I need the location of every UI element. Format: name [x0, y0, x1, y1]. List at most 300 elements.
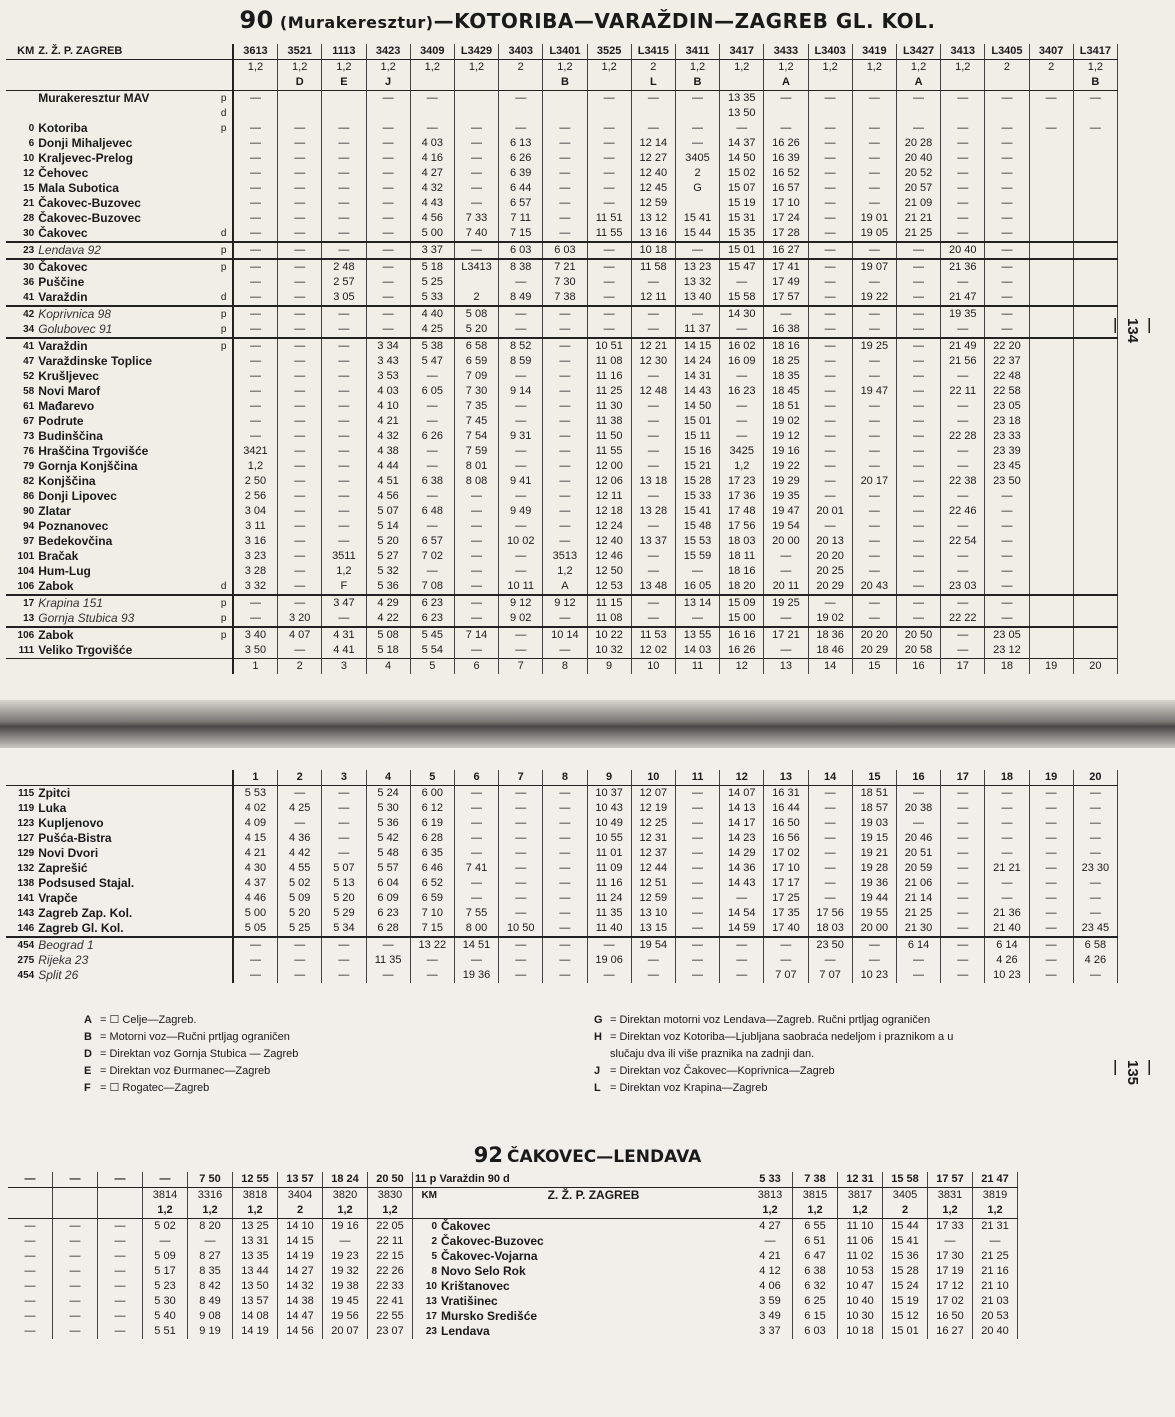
time-cell: — — [808, 429, 852, 444]
train-class: 1,2 — [454, 60, 498, 76]
time-cell: 7 38 — [543, 290, 587, 306]
arr-dep-marker — [215, 921, 232, 937]
time-cell: — — [896, 611, 940, 627]
time-cell: — — [587, 259, 631, 275]
time-cell: — — [896, 579, 940, 595]
time-cell: — — [233, 121, 278, 136]
time-cell: — — [233, 290, 278, 306]
time-cell — [543, 91, 587, 107]
arr-dep-marker — [215, 564, 232, 579]
time-cell — [1073, 106, 1117, 121]
time-cell: 13 14 — [675, 595, 719, 611]
time-cell: — — [278, 226, 322, 242]
legend-text: = Direktan voz Đurmanec—Zagreb — [100, 1065, 271, 1077]
train-number: 3407 — [1029, 44, 1073, 60]
arr-dep-marker — [215, 891, 232, 906]
time-cell: — — [720, 968, 764, 983]
time-cell: — — [808, 953, 852, 968]
time-cell: 22 11 — [941, 384, 985, 399]
station-name: Čakovec-Vojarna — [441, 1249, 538, 1263]
time-cell — [1073, 549, 1117, 564]
arr-dep-marker — [215, 211, 232, 226]
time-cell: — — [1029, 861, 1073, 876]
time-cell: — — [587, 91, 631, 107]
time-cell: 5 25 — [278, 921, 322, 937]
time-cell: — — [587, 290, 631, 306]
time-cell: 11 16 — [587, 876, 631, 891]
time-cell: 22 48 — [985, 369, 1029, 384]
time-cell: — — [143, 1172, 188, 1188]
time-cell: — — [808, 91, 852, 107]
time-cell — [1029, 290, 1073, 306]
time-cell: — — [278, 369, 322, 384]
dash: — — [8, 1294, 53, 1309]
time-cell: 15 09 — [720, 595, 764, 611]
blank — [6, 659, 36, 675]
dash: — — [53, 1234, 98, 1249]
time-cell: 3 32 — [233, 579, 278, 595]
time-cell: 5 00 — [410, 226, 454, 242]
time-cell: 12 25 — [631, 816, 675, 831]
time-cell: — — [322, 504, 366, 519]
time-cell: 19 22 — [852, 290, 896, 306]
train-class: 1,2 — [973, 1203, 1018, 1219]
time-cell: 23 18 — [985, 414, 1029, 429]
table-row — [6, 354, 1118, 369]
time-cell: — — [808, 459, 852, 474]
column-number: 16 — [896, 659, 940, 675]
time-cell: — — [675, 786, 719, 802]
train-number: 3417 — [720, 44, 764, 60]
time-cell: 15 12 — [883, 1309, 928, 1324]
train-class: 1,2 — [368, 1203, 413, 1219]
time-cell: — — [543, 196, 587, 211]
time-cell: 15 35 — [720, 226, 764, 242]
time-cell: — — [499, 627, 543, 643]
station-name: Krapina 151 — [36, 595, 215, 611]
time-cell: 20 38 — [896, 801, 940, 816]
time-cell: — — [543, 876, 587, 891]
header-train-numbers — [6, 44, 1118, 60]
time-cell: — — [322, 489, 366, 504]
time-cell: 19 06 — [587, 953, 631, 968]
time-cell: — — [896, 322, 940, 338]
time-cell: — — [410, 519, 454, 534]
time-cell: — — [896, 549, 940, 564]
time-cell: 14 50 — [675, 399, 719, 414]
km-value: 454 — [6, 937, 36, 953]
time-cell: — — [631, 549, 675, 564]
time-cell: — — [543, 801, 587, 816]
arr-dep-marker — [215, 196, 232, 211]
table-row — [6, 489, 1118, 504]
time-cell: 16 50 — [764, 816, 808, 831]
time-cell — [1073, 643, 1117, 659]
time-cell: — — [764, 611, 808, 627]
time-cell: — — [748, 1234, 793, 1249]
dash: — — [8, 1264, 53, 1279]
time-cell: 20 57 — [896, 181, 940, 196]
time-cell: — — [278, 211, 322, 226]
km-value — [6, 91, 36, 107]
time-cell: — — [896, 121, 940, 136]
time-cell: 8 08 — [454, 474, 498, 489]
km-value: 0 — [28, 123, 35, 134]
time-cell: 19 35 — [941, 306, 985, 322]
time-cell: — — [233, 226, 278, 242]
time-cell: — — [1029, 876, 1073, 891]
time-cell — [1073, 519, 1117, 534]
time-cell: 17 48 — [720, 504, 764, 519]
train-note — [499, 75, 543, 91]
table-row — [8, 1309, 1018, 1324]
time-cell: — — [278, 121, 322, 136]
time-cell: — — [852, 429, 896, 444]
arr-dep-marker: d — [215, 106, 232, 121]
time-cell: — — [852, 549, 896, 564]
time-cell: 15 48 — [675, 519, 719, 534]
time-cell: — — [322, 354, 366, 369]
time-cell: — — [499, 937, 543, 953]
time-cell: 6 46 — [410, 861, 454, 876]
legend-entry — [594, 1046, 1134, 1063]
time-cell: — — [587, 322, 631, 338]
time-cell: — — [720, 414, 764, 429]
time-cell: — — [631, 611, 675, 627]
train-note: D — [278, 75, 322, 91]
table-row — [6, 474, 1118, 489]
time-cell: 14 31 — [675, 369, 719, 384]
time-cell: 17 49 — [764, 275, 808, 290]
time-cell: — — [1029, 921, 1073, 937]
time-cell: — — [233, 384, 278, 399]
time-cell: 5 34 — [322, 921, 366, 937]
table-row — [6, 459, 1118, 474]
time-cell — [1073, 275, 1117, 290]
time-cell: 14 32 — [278, 1279, 323, 1294]
time-cell: 6 59 — [454, 354, 498, 369]
time-cell: 22 37 — [985, 354, 1029, 369]
time-cell: — — [941, 151, 985, 166]
operator-header: Z. Ž. P. ZAGREB — [547, 1188, 640, 1202]
time-cell: 20 13 — [808, 534, 852, 549]
table-row — [6, 519, 1118, 534]
time-cell: 6 14 — [896, 937, 940, 953]
time-cell: — — [587, 151, 631, 166]
time-cell: — — [896, 91, 940, 107]
time-cell: 14 17 — [720, 816, 764, 831]
time-cell: 18 16 — [720, 564, 764, 579]
train-class: 1,2 — [410, 60, 454, 76]
time-cell: — — [322, 414, 366, 429]
time-cell: — — [410, 968, 454, 983]
km-value: 23 — [425, 1326, 437, 1337]
time-cell: — — [587, 275, 631, 290]
time-cell: — — [233, 242, 278, 259]
time-cell: — — [543, 519, 587, 534]
train-number: 3405 — [883, 1188, 928, 1204]
time-cell: 20 53 — [973, 1309, 1018, 1324]
time-cell: 17 21 — [764, 627, 808, 643]
time-cell: 14 19 — [278, 1249, 323, 1264]
time-cell: — — [985, 136, 1029, 151]
time-cell: 13 48 — [631, 579, 675, 595]
time-cell: 10 32 — [587, 643, 631, 659]
time-cell: — — [1073, 846, 1117, 861]
arr-dep-marker — [215, 519, 232, 534]
time-cell: — — [928, 1234, 973, 1249]
time-cell: 15 28 — [883, 1264, 928, 1279]
station-name: Zagreb Gl. Kol. — [38, 921, 124, 935]
time-cell: — — [896, 429, 940, 444]
table-row — [6, 801, 1118, 816]
time-cell: 16 39 — [764, 151, 808, 166]
time-cell: 21 21 — [896, 211, 940, 226]
train-class: 1,2 — [720, 60, 764, 76]
train-class: 1,2 — [323, 1203, 368, 1219]
time-cell: — — [233, 937, 278, 953]
time-cell: — — [985, 786, 1029, 802]
time-cell: 20 28 — [896, 136, 940, 151]
time-cell: 5 57 — [366, 861, 410, 876]
time-cell: 17 17 — [764, 876, 808, 891]
time-cell: — — [896, 275, 940, 290]
time-cell: 2 — [675, 166, 719, 181]
time-cell: 6 23 — [366, 906, 410, 921]
time-cell: 12 11 — [587, 489, 631, 504]
time-cell: 17 35 — [764, 906, 808, 921]
time-cell: — — [322, 384, 366, 399]
time-cell: 14 03 — [675, 643, 719, 659]
time-cell: — — [454, 196, 498, 211]
time-cell: 20 00 — [852, 921, 896, 937]
time-cell: 14 24 — [675, 354, 719, 369]
km-value: 47 — [23, 356, 35, 367]
station-name: Čehovec — [38, 166, 89, 180]
time-cell: 5 08 — [366, 627, 410, 643]
time-cell: 16 31 — [764, 786, 808, 802]
station-name: Varaždinske Toplice — [38, 354, 153, 368]
time-cell: 19 47 — [764, 504, 808, 519]
time-cell: — — [366, 242, 410, 259]
legend-text: = Direktan voz Krapina—Zagreb — [610, 1082, 768, 1094]
time-cell: — — [896, 504, 940, 519]
time-cell: 8 27 — [188, 1249, 233, 1264]
time-cell: — — [543, 968, 587, 983]
time-cell: 3421 — [233, 444, 278, 459]
time-cell: 6 26 — [410, 429, 454, 444]
time-cell: 13 44 — [233, 1264, 278, 1279]
train-number: 3819 — [973, 1188, 1018, 1204]
time-cell: 19 45 — [323, 1294, 368, 1309]
time-cell: 13 22 — [410, 937, 454, 953]
time-cell: — — [896, 242, 940, 259]
time-cell: 11 30 — [587, 399, 631, 414]
time-cell: — — [366, 121, 410, 136]
time-cell: 11 55 — [587, 444, 631, 459]
time-cell: 18 11 — [720, 549, 764, 564]
time-cell: 6 59 — [410, 891, 454, 906]
time-cell: — — [1073, 891, 1117, 906]
table-row — [6, 579, 1118, 595]
table-row — [6, 181, 1118, 196]
time-cell: — — [543, 211, 587, 226]
column-number: 17 — [941, 770, 985, 786]
time-cell: — — [454, 242, 498, 259]
km-value: 97 — [23, 536, 35, 547]
time-cell: 12 02 — [631, 643, 675, 659]
time-cell: — — [278, 595, 322, 611]
time-cell: 10 22 — [587, 627, 631, 643]
time-cell: — — [808, 816, 852, 831]
km-value: 41 — [6, 338, 36, 354]
time-cell: 21 56 — [941, 354, 985, 369]
station-name: Kupljenovo — [38, 816, 104, 830]
time-cell: — — [499, 414, 543, 429]
time-cell: — — [587, 181, 631, 196]
km-value: 86 — [23, 491, 35, 502]
time-cell: — — [323, 1234, 368, 1249]
time-cell: — — [631, 489, 675, 504]
time-cell: 12 50 — [587, 564, 631, 579]
time-cell: 19 56 — [323, 1309, 368, 1324]
train-number: L3403 — [808, 44, 852, 60]
time-cell: 5 09 — [278, 891, 322, 906]
time-cell: 13 25 — [233, 1219, 278, 1235]
time-cell: 6 55 — [793, 1219, 838, 1235]
time-cell — [675, 106, 719, 121]
arr-dep-marker: p — [215, 121, 232, 136]
time-cell: 5 08 — [454, 306, 498, 322]
train-note: A — [764, 75, 808, 91]
time-cell: 10 47 — [838, 1279, 883, 1294]
time-cell: 11 24 — [587, 891, 631, 906]
time-cell: 8 00 — [454, 921, 498, 937]
train-number: 3831 — [928, 1188, 973, 1204]
time-cell: — — [278, 259, 322, 275]
time-cell: 3 34 — [366, 338, 410, 354]
time-cell: — — [941, 121, 985, 136]
blank — [98, 1203, 143, 1219]
time-cell: — — [278, 399, 322, 414]
time-cell: — — [543, 181, 587, 196]
time-cell: 6 00 — [410, 786, 454, 802]
km-value: 30 — [6, 259, 36, 275]
time-cell — [410, 106, 454, 121]
time-cell: 19 29 — [764, 474, 808, 489]
dash: — — [53, 1249, 98, 1264]
time-cell: — — [499, 968, 543, 983]
time-cell: 8 52 — [499, 338, 543, 354]
time-cell: — — [896, 519, 940, 534]
time-cell: 14 08 — [233, 1309, 278, 1324]
time-cell: 15 11 — [675, 429, 719, 444]
time-cell: — — [985, 534, 1029, 549]
legend-entry — [84, 1080, 298, 1097]
km-value: 13 — [425, 1296, 437, 1307]
time-cell: — — [499, 643, 543, 659]
km-value: 58 — [23, 386, 35, 397]
arr-dep-marker: d — [215, 290, 232, 306]
time-cell — [322, 91, 366, 107]
train-class: 1,2 — [1073, 60, 1117, 76]
legend-text: = Direktan voz Gornja Stubica — Zagreb — [100, 1048, 299, 1060]
train-class: 1,2 — [764, 60, 808, 76]
arr-dep-marker: p — [215, 322, 232, 338]
blank — [439, 1203, 748, 1219]
time-cell: 14 30 — [720, 306, 764, 322]
time-cell: 4 51 — [366, 474, 410, 489]
time-cell: — — [278, 290, 322, 306]
time-cell: 17 02 — [928, 1294, 973, 1309]
column-number: 12 — [720, 770, 764, 786]
time-cell: — — [499, 876, 543, 891]
time-cell: 23 03 — [941, 579, 985, 595]
time-cell: 18 46 — [808, 643, 852, 659]
time-cell: — — [543, 226, 587, 242]
train-class: 1,2 — [941, 60, 985, 76]
km-value: 61 — [23, 401, 35, 412]
time-cell: — — [233, 399, 278, 414]
time-cell: — — [543, 306, 587, 322]
time-cell: — — [941, 444, 985, 459]
time-cell: — — [808, 306, 852, 322]
time-cell — [1029, 564, 1073, 579]
time-cell: — — [278, 504, 322, 519]
time-cell: — — [896, 414, 940, 429]
time-cell: 4 41 — [322, 643, 366, 659]
timetable-90-title: 90 (Murakeresztur)—KOTORIBA—VARAŽDIN—ZAGREB GL. KOL. — [239, 6, 936, 34]
time-cell: 11 25 — [587, 384, 631, 399]
time-cell: — — [1073, 831, 1117, 846]
time-cell: — — [410, 369, 454, 384]
time-cell: — — [53, 1172, 98, 1188]
km-value: 123 — [17, 818, 35, 829]
time-cell: — — [985, 151, 1029, 166]
time-cell: — — [366, 259, 410, 275]
time-cell: — — [278, 643, 322, 659]
time-cell: — — [278, 166, 322, 181]
time-cell: 4 07 — [278, 627, 322, 643]
legend-entry — [594, 1080, 1134, 1097]
time-cell: — — [631, 564, 675, 579]
time-cell: 15 00 — [720, 611, 764, 627]
time-cell: 18 03 — [720, 534, 764, 549]
time-cell: 15 59 — [675, 549, 719, 564]
time-cell: — — [543, 121, 587, 136]
time-cell: — — [233, 953, 278, 968]
time-cell: 12 53 — [587, 579, 631, 595]
time-cell: — — [543, 861, 587, 876]
arr-dep-marker — [215, 414, 232, 429]
time-cell — [278, 106, 322, 121]
time-cell — [1073, 151, 1117, 166]
column-number: 18 — [985, 770, 1029, 786]
train-number: 3521 — [278, 44, 322, 60]
time-cell: 11 09 — [587, 861, 631, 876]
time-cell: 16 23 — [720, 384, 764, 399]
time-cell: — — [1073, 786, 1117, 802]
time-cell: 6 13 — [499, 136, 543, 151]
time-cell: 9 02 — [499, 611, 543, 627]
time-cell: 20 59 — [896, 861, 940, 876]
time-cell: — — [366, 91, 410, 107]
station-name: Koprivnica 98 — [36, 306, 215, 322]
time-cell: — — [675, 121, 719, 136]
time-cell: G — [675, 181, 719, 196]
time-cell: — — [808, 414, 852, 429]
time-cell: 5 20 — [322, 891, 366, 906]
